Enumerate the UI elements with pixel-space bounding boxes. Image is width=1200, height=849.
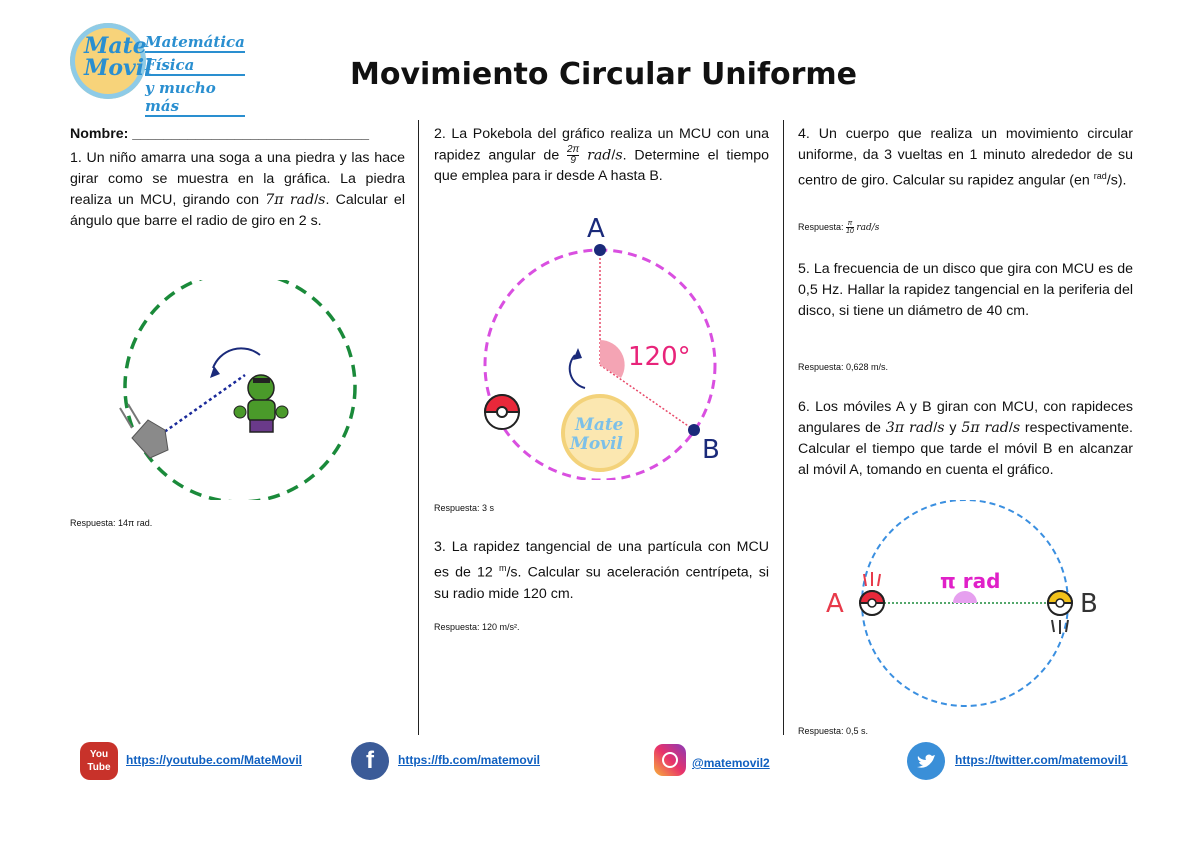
svg-text:Movil: Movil	[570, 434, 623, 454]
label-b: B	[702, 435, 720, 465]
twitter-icon	[907, 742, 945, 780]
point-a-marker	[594, 244, 606, 256]
figure-stone-sling	[110, 280, 370, 500]
question-4: 4. Un cuerpo que realiza un movimiento circular uniforme, da 3 vueltas en 1 minuto alrededor de su centro de giro. Calcular su rapidez angular (en $^{rad}$/s).	[798, 126, 1133, 189]
answer-5: Respuesta: 0,628 m/s.	[798, 362, 889, 372]
column-divider	[783, 120, 784, 735]
figure-two-movers	[820, 500, 1120, 710]
pokeball-icon	[485, 395, 519, 429]
label-a: A	[826, 589, 844, 619]
page-title: Movimiento Circular Uniforme	[350, 57, 858, 92]
rope-line	[160, 375, 245, 435]
question-6: 6. Los móviles A y B giran con MCU, con rapideces angulares de 3π rad/s y 5π rad/s respectivamente. Calcular el tiempo que tarde el móvil B en alcanzar al móvil A, tomando en cuenta el gráfico.	[798, 399, 1133, 478]
rotation-arrow-icon	[213, 348, 260, 368]
column-divider	[418, 120, 419, 735]
label-b: B	[1080, 589, 1098, 619]
answer-1: Respuesta: 14π rad.	[70, 518, 153, 528]
instagram-link[interactable]: @matemovil2	[692, 756, 770, 770]
stone-icon	[132, 420, 168, 458]
logo-text: Mate Movil	[84, 33, 153, 81]
answer-3: Respuesta: 120 m/s².	[434, 622, 520, 632]
answer-4: Respuesta: $\frac{\pi}{10}$ rad/s	[798, 220, 880, 235]
question-2: 2. La Pokebola del gráfico realiza un MCU con una rapidez angular de $\frac{2\pi}{9}$ rad/s. Determine el tiempo que emplea para ir desde A hasta B.	[434, 126, 769, 185]
hulk-character-icon	[234, 375, 288, 432]
rotation-arrow-icon	[570, 355, 585, 388]
pokeball-b-icon	[1048, 591, 1072, 615]
question-5: 5. La frecuencia de un disco que gira con MCU es de 0,5 Hz. Hallar la rapidez tangencial en la periferia del disco, si tiene un diámetro de 40 cm.	[798, 261, 1133, 319]
youtube-icon: You Tube	[80, 742, 118, 780]
angle-arc	[600, 340, 625, 378]
facebook-link[interactable]: https://fb.com/matemovil	[398, 753, 541, 767]
pokeball-a-icon	[860, 591, 884, 615]
answer-2: Respuesta: 3 s	[434, 503, 495, 513]
name-field[interactable]: Nombre: ______________________________	[70, 126, 369, 142]
question-1: 1. Un niño amarra una soga a una piedra y las hace girar como se muestra en la gráfica. La piedra realiza un MCU, girando con 7π rad/s. Calcular el ángulo que barre el radio de giro en 2 s.	[70, 150, 405, 229]
youtube-link[interactable]: https://youtube.com/MateMovil	[126, 753, 303, 767]
question-3: 3. La rapidez tangencial de una partícula con MCU es de 12 $^m$/s. Calcular su aceleración centrípeta, si su radio mide 120 cm.	[434, 539, 770, 602]
facebook-icon: f	[351, 742, 389, 780]
point-b-marker	[688, 424, 700, 436]
logo-subtitle: Matemática Física y mucho más	[145, 33, 245, 115]
label-a: A	[587, 214, 605, 244]
answer-6: Respuesta: 0,5 s.	[798, 726, 869, 736]
svg-text:Mate: Mate	[575, 415, 624, 435]
instagram-icon	[654, 744, 686, 776]
figure-pokeball	[470, 205, 730, 480]
twitter-link[interactable]: https://twitter.com/matemovil1	[955, 753, 1128, 767]
angle-label: π rad	[940, 569, 1001, 593]
angle-label: 120°	[628, 342, 691, 372]
orbit-circle	[125, 280, 355, 500]
